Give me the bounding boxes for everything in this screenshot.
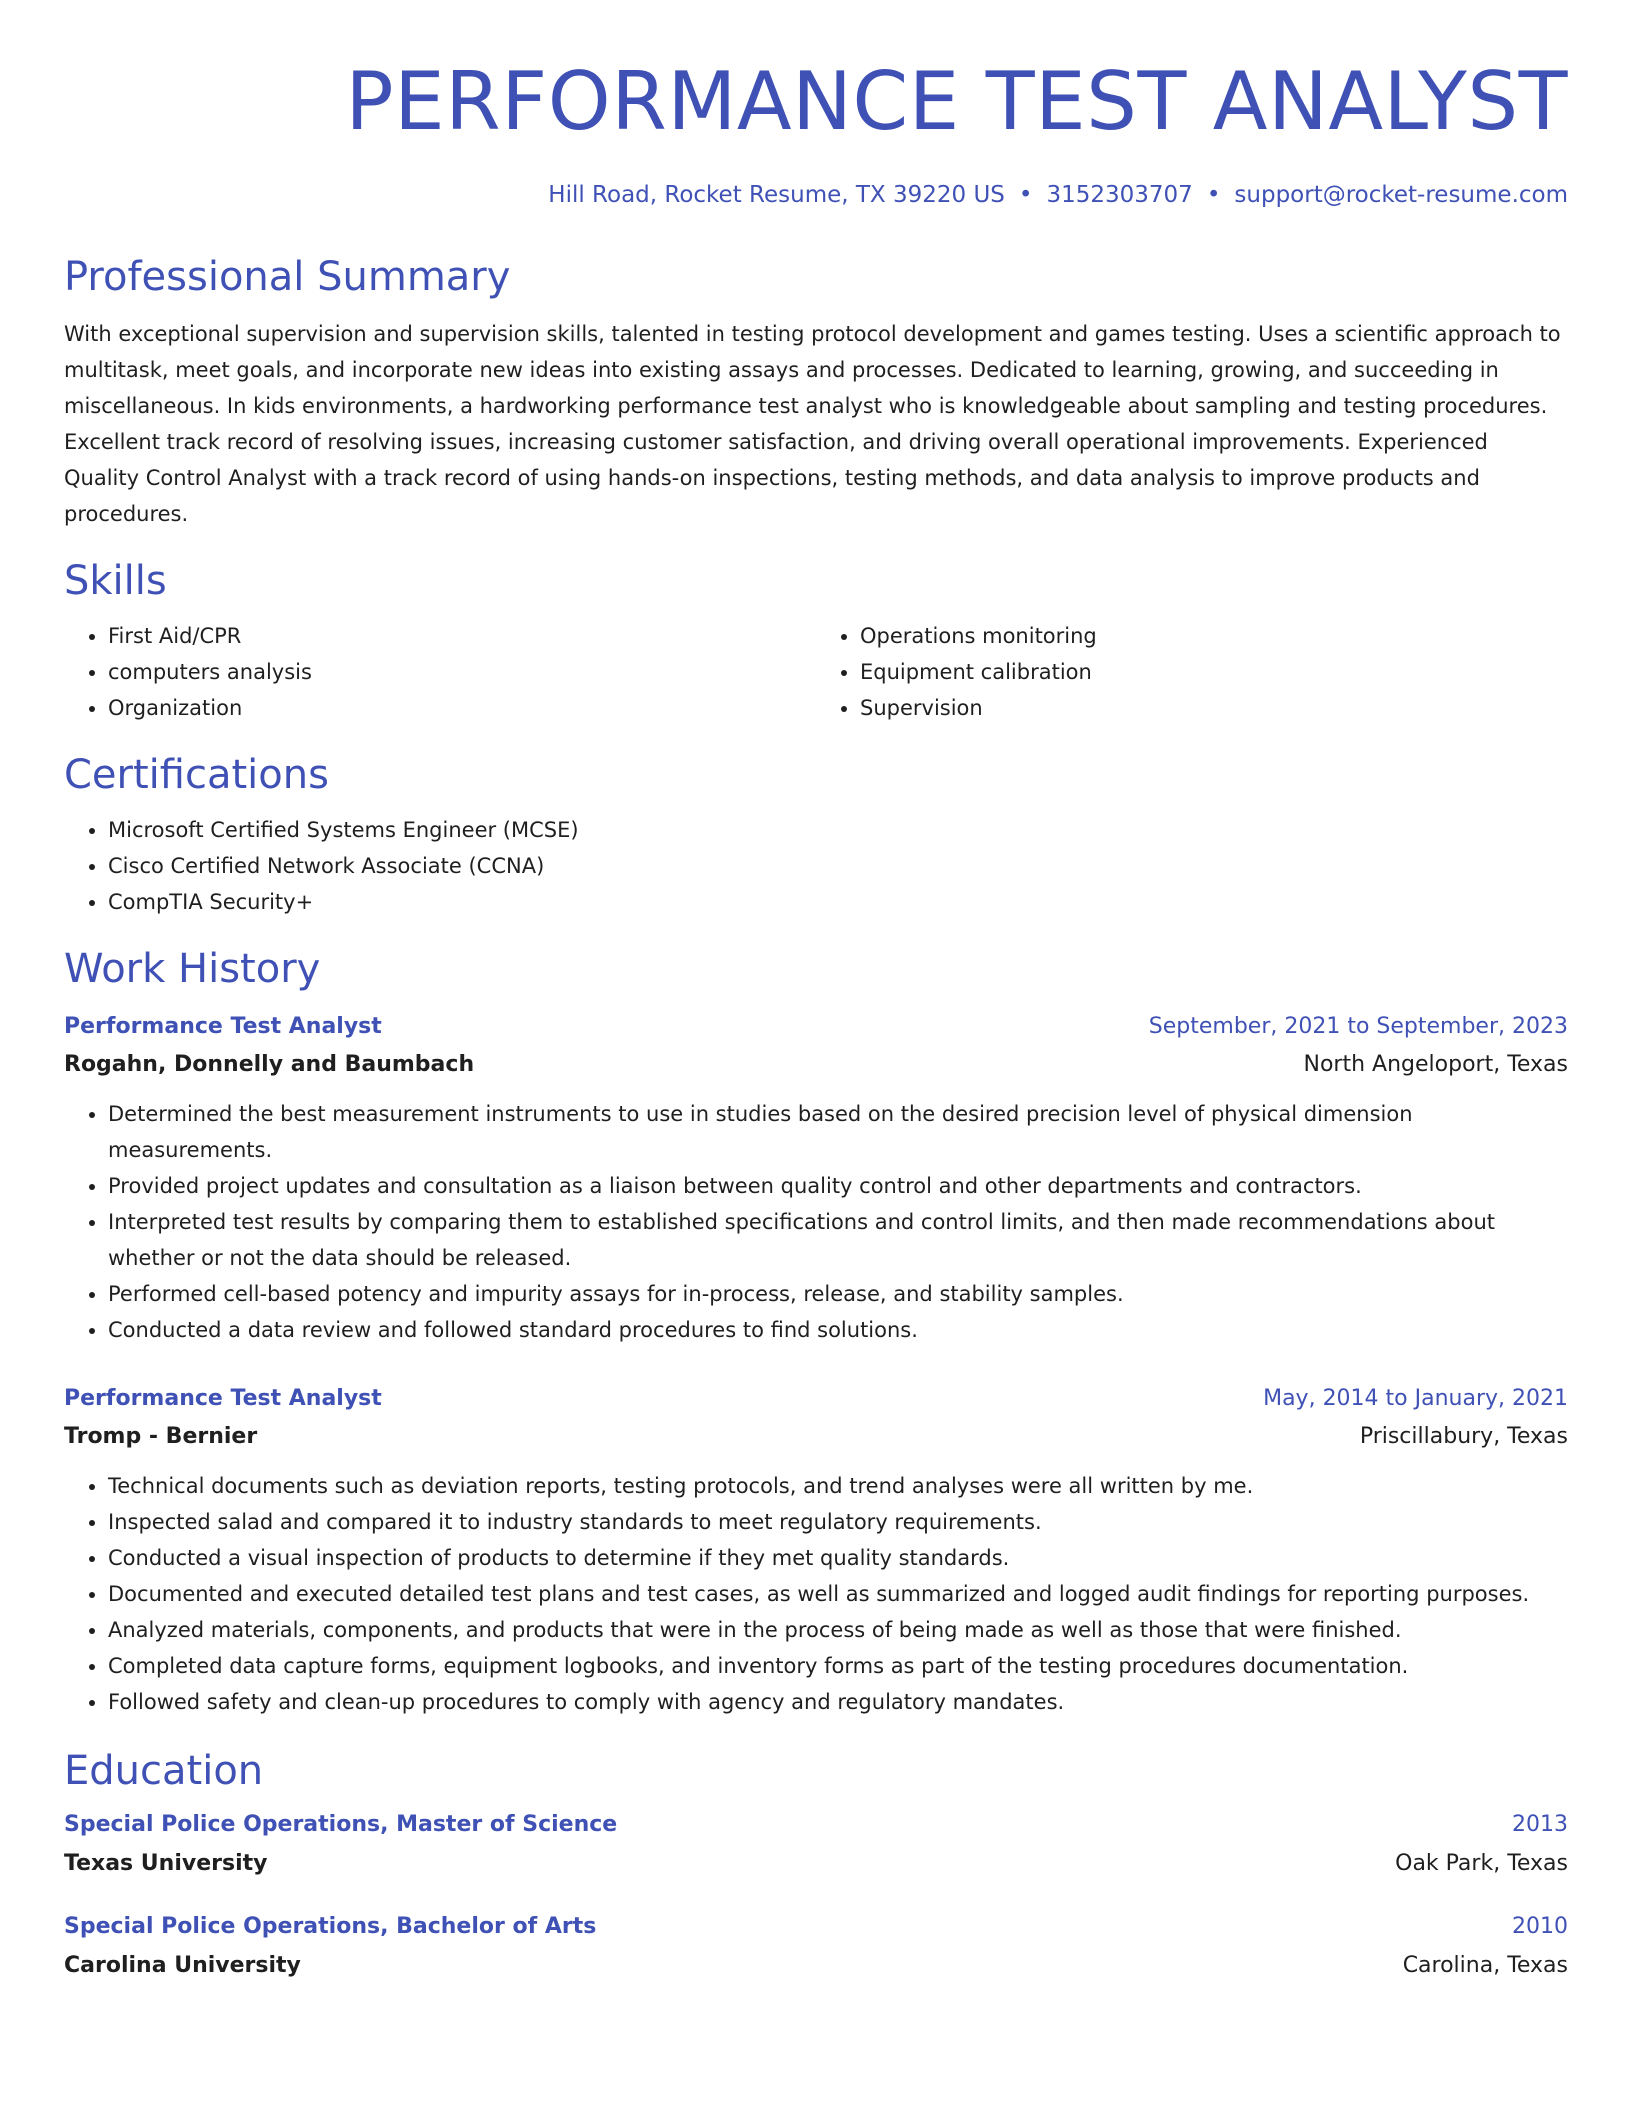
skill-item: • Operations monitoring: [860, 618, 1568, 654]
skill-item: • Equipment calibration: [860, 654, 1568, 690]
certifications-list: [64, 812, 1568, 920]
job-bullet: • Analyzed materials, components, and products that were in the process of being made as well as those that were finished.: [108, 1612, 1568, 1648]
work-history-section: [64, 944, 1568, 1720]
contact-separator: •: [1206, 182, 1221, 208]
job-location: Priscillabury, Texas: [1359, 1424, 1568, 1449]
skill-item: • computers analysis: [108, 654, 816, 690]
degree-year: 2010: [1512, 1914, 1568, 1939]
contact-phone: 3152303707: [1046, 182, 1193, 208]
summary-section: [64, 252, 1568, 532]
job-bullet: • Interpreted test results by comparing them to established specifications and control limits, and then made recommendations about whether or not the data should be released.: [108, 1204, 1568, 1276]
skills-section: [64, 556, 1568, 726]
skills-grid: [64, 618, 1568, 726]
degree-row: [64, 1806, 1568, 1844]
job-dates: May, 2014 to January, 2021: [1263, 1386, 1568, 1411]
summary-heading: Professional Summary: [64, 254, 511, 300]
job-header-row: [64, 1380, 1568, 1418]
degree-year: 2013: [1512, 1812, 1568, 1837]
skills-heading: Skills: [64, 558, 167, 604]
job-bullet: • Documented and executed detailed test plans and test cases, as well as summarized and logged audit findings for reporting purposes.: [108, 1576, 1568, 1612]
certifications-section: [64, 750, 1568, 920]
job-bullet: • Provided project updates and consultation as a liaison between quality control and other departments and contractors.: [108, 1168, 1568, 1204]
job-entry: [64, 1008, 1568, 1348]
contact-address: Hill Road, Rocket Resume, TX 39220 US: [548, 182, 1005, 208]
skill-item: • First Aid/CPR: [108, 618, 816, 654]
job-company: Rogahn, Donnelly and Baumbach: [64, 1052, 475, 1077]
job-bullet: • Inspected salad and compared it to industry standards to meet regulatory requirements.: [108, 1504, 1568, 1540]
education-entry: [64, 1908, 1568, 1986]
degree-row: [64, 1908, 1568, 1946]
certification-item: • CompTIA Security+: [108, 884, 1568, 920]
job-company-row: [64, 1418, 1568, 1456]
job-bullet: • Conducted a visual inspection of products to determine if they met quality standards.: [108, 1540, 1568, 1576]
school-location: Carolina, Texas: [1402, 1953, 1568, 1978]
school-name: Texas University: [64, 1851, 268, 1876]
school-row: [64, 1844, 1568, 1884]
job-dates: September, 2021 to September, 2023: [1148, 1014, 1568, 1039]
job-bullet: • Technical documents such as deviation reports, testing protocols, and trend analyses were all written by me.: [108, 1468, 1568, 1504]
job-bullet: • Completed data capture forms, equipment logbooks, and inventory forms as part of the testing procedures documentation.: [108, 1648, 1568, 1684]
contact-email: support@rocket-resume.com: [1234, 182, 1568, 208]
job-title: Performance Test Analyst: [64, 1386, 382, 1411]
certifications-heading: Certifications: [64, 752, 329, 798]
job-company: Tromp - Bernier: [64, 1424, 258, 1449]
job-bullet: • Determined the best measurement instruments to use in studies based on the desired precision level of physical dimension measurements.: [108, 1096, 1568, 1168]
job-bullet: • Conducted a data review and followed standard procedures to find solutions.: [108, 1312, 1568, 1348]
skill-item: • Organization: [108, 690, 816, 726]
job-bullet: • Followed safety and clean-up procedures to comply with agency and regulatory mandates.: [108, 1684, 1568, 1720]
candidate-title: PERFORMANCE TEST ANALYST: [345, 55, 1568, 148]
school-row: [64, 1946, 1568, 1986]
summary-text: With exceptional supervision and supervision skills, talented in testing protocol development and games testing. Uses a scientific approach to multitask, meet goals, and incorporate new ideas into existing assays and processes. Dedicated to learning, growing, and succeeding in miscellaneous. In kids environments, a hardworking performance test analyst who is knowledgeable about sampling and testing procedures. Excellent track record of resolving issues, increasing customer satisfaction, and driving overall operational improvements. Experienced Quality Control Analyst with a track record of using hands-on inspections, testing methods, and data analysis to improve products and procedures.: [64, 322, 1561, 526]
skills-list-left: [64, 618, 816, 726]
skill-item: • Supervision: [860, 690, 1568, 726]
skills-list-right: [816, 618, 1568, 726]
job-header-row: [64, 1008, 1568, 1046]
certification-item: • Microsoft Certified Systems Engineer (MCSE): [108, 812, 1568, 848]
education-section: [64, 1746, 1568, 1986]
job-bullets: [64, 1096, 1568, 1348]
degree-title: Special Police Operations, Bachelor of Arts: [64, 1914, 597, 1939]
certification-item: • Cisco Certified Network Associate (CCNA): [108, 848, 1568, 884]
school-location: Oak Park, Texas: [1395, 1851, 1568, 1876]
job-bullet: • Performed cell-based potency and impurity assays for in-process, release, and stability samples.: [108, 1276, 1568, 1312]
job-company-row: [64, 1046, 1568, 1084]
job-title: Performance Test Analyst: [64, 1014, 382, 1039]
contact-line: [64, 178, 1568, 212]
degree-title: Special Police Operations, Master of Science: [64, 1812, 618, 1837]
job-location: North Angeloport, Texas: [1303, 1052, 1568, 1077]
education-entry: [64, 1806, 1568, 1884]
job-entry: [64, 1380, 1568, 1720]
job-bullets: [64, 1468, 1568, 1720]
education-heading: Education: [64, 1748, 264, 1794]
school-name: Carolina University: [64, 1953, 301, 1978]
contact-separator: •: [1018, 182, 1033, 208]
resume-header: [64, 52, 1568, 212]
work-history-heading: Work History: [64, 946, 321, 992]
